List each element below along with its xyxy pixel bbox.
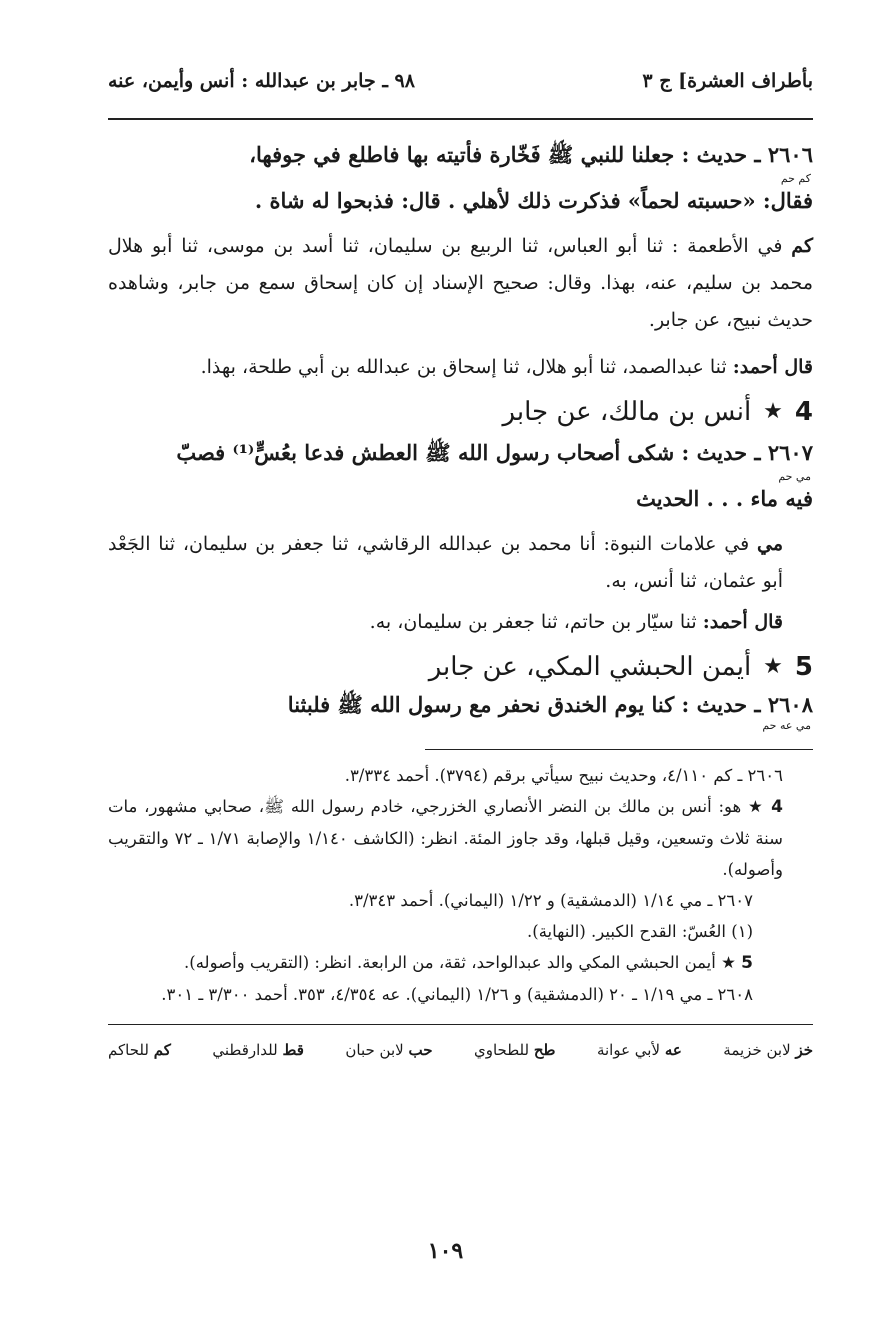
legend-item: قط للدارقطني bbox=[212, 1041, 304, 1059]
section-heading-5 bbox=[108, 645, 813, 689]
source-text: في الأطعمة : ثنا أبو العباس، ثنا الربيع بن سليمان، ثنا أسد بن موسى، ثنا أبو هلال محمد بن سليم، عنه، بهذا. وقال: صحيح الإسناد إن كان إسحاق سمع من جابر، وشاهده حديث نبيح، عن جابر. bbox=[108, 235, 813, 331]
star-icon: ★ bbox=[763, 399, 783, 424]
running-header bbox=[108, 70, 813, 108]
header-rule bbox=[108, 118, 813, 120]
footnote-number: 5 bbox=[741, 953, 753, 973]
source-sigla: مي عه حم bbox=[762, 719, 811, 732]
source-paragraph-mi bbox=[108, 526, 813, 600]
source-text: ثنا عبدالصمد، ثنا أبو هلال، ثنا إسحاق بن عبدالله بن أبي طلحة، بهذا. bbox=[200, 356, 727, 378]
footnote: ٢٦٠٧ ـ مي ١/١٤ (الدمشقية) و ١/٢٢ (اليماني). أحمد ٣/٣٤٣. bbox=[348, 891, 753, 910]
footnotes bbox=[108, 749, 813, 1010]
source-sigla: كم حم bbox=[780, 172, 811, 185]
source-sigla: مي حم bbox=[778, 470, 811, 483]
source-label: قال أحمد: bbox=[732, 356, 813, 378]
section-title: أيمن الحبشي المكي، عن جابر bbox=[428, 652, 752, 682]
hadith-2607-line1: ٢٦٠٧ ـ حديث : شكى أصحاب رسول الله ﷺ العطش فدعا بعُسٍّ⁽¹⁾ فصبّ bbox=[176, 440, 813, 465]
footnote-text: ★ أيمن الحبشي المكي والد عبدالواحد، ثقة، من الرابعة. انظر: (التقريب وأصوله). bbox=[184, 953, 736, 972]
source-text: ثنا سيّار بن حاتم، ثنا جعفر بن سليمان، به. bbox=[369, 611, 697, 633]
hadith-2606-line2: فقال: «حسبته لحماً» فذكرت ذلك لأهلي . قال: فذبحوا له شاة . bbox=[254, 188, 813, 213]
footnote: (١) العُسّ: القدح الكبير. (النهاية). bbox=[527, 922, 753, 941]
legend-item: خز لابن خزيمة bbox=[723, 1041, 813, 1059]
footnote: ٢٦٠٦ ـ كم ٤/١١٠، وحديث نبيح سيأتي برقم (٣٧٩٤). أحمد ٣/٣٣٤. bbox=[344, 766, 783, 785]
source-label: قال أحمد: bbox=[702, 611, 783, 633]
legend-item: كم للحاكم bbox=[108, 1041, 171, 1059]
section-number: 4 bbox=[794, 397, 813, 427]
footnote-number: 4 bbox=[771, 797, 783, 817]
footnote bbox=[108, 791, 813, 885]
source-paragraph-ahmad-2 bbox=[108, 604, 813, 641]
abbreviation-legend bbox=[108, 1041, 813, 1059]
section-heading-4 bbox=[108, 390, 813, 434]
legend-item: عه لأبي عوانة bbox=[596, 1041, 682, 1059]
section-number: 5 bbox=[794, 652, 813, 682]
hadith-2606-line2-wrap bbox=[108, 174, 813, 218]
hadith-2607 bbox=[108, 434, 813, 516]
legend-item: طح للطحاوي bbox=[473, 1041, 556, 1059]
header-chapter: ٩٨ ـ جابر بن عبدالله : أنس وأيمن، عنه bbox=[108, 70, 415, 92]
source-label: كم bbox=[791, 235, 813, 257]
legend-rule bbox=[108, 1024, 813, 1025]
hadith-2607-line2-wrap bbox=[108, 472, 813, 516]
footnote: ٢٦٠٨ ـ مي ١/١٩ ـ ٢٠ (الدمشقية) و ١/٢٦ (اليماني). عه ٤/٣٥٤، ٣٥٣. أحمد ٣/٣٠٠ ـ ٣٠١. bbox=[161, 985, 753, 1004]
hadith-2608-line1: ٢٦٠٨ ـ حديث : كنا يوم الخندق نحفر مع رسول الله ﷺ فلبثنا bbox=[287, 692, 813, 717]
header-volume: بأطراف العشرة] ج ٣ bbox=[642, 70, 813, 92]
source-text: في علامات النبوة: أنا محمد بن عبدالله الرقاشي، ثنا جعفر بن سليمان، ثنا الجَعْد أبو عثمان، ثنا أنس، به. bbox=[108, 533, 783, 592]
source-paragraph-ahmad bbox=[108, 349, 813, 386]
hadith-2607-line2: فيه ماء . . . الحديث bbox=[636, 486, 813, 511]
footnote-text: ★ هو: أنس بن مالك بن النضر الأنصاري الخزرجي، خادم رسول الله ﷺ، صحابي مشهور، مات سنة ثلاث وتسعين، وقيل قبلها، وقد جاوز المئة. انظر: (الكاشف ١/١٤٠ والإصابة ١/٧١ ـ ٧٢ والتقريب وأصوله). bbox=[108, 797, 783, 879]
section-title: أنس بن مالك، عن جابر bbox=[502, 397, 752, 427]
legend-item: حب لابن حبان bbox=[345, 1041, 433, 1059]
hadith-2608 bbox=[108, 689, 813, 731]
hadith-2606-line1: ٢٦٠٦ ـ حديث : جعلنا للنبي ﷺ فَخّارة فأتيته بها فاطلع في جوفها، bbox=[249, 142, 813, 167]
source-paragraph-kam bbox=[108, 228, 813, 339]
source-label: مي bbox=[756, 533, 783, 555]
page-number: ١٠٩ bbox=[427, 1238, 464, 1264]
hadith-2606 bbox=[108, 136, 813, 218]
star-icon: ★ bbox=[763, 654, 783, 679]
footnote-rule bbox=[425, 749, 813, 750]
footnote bbox=[108, 947, 813, 979]
